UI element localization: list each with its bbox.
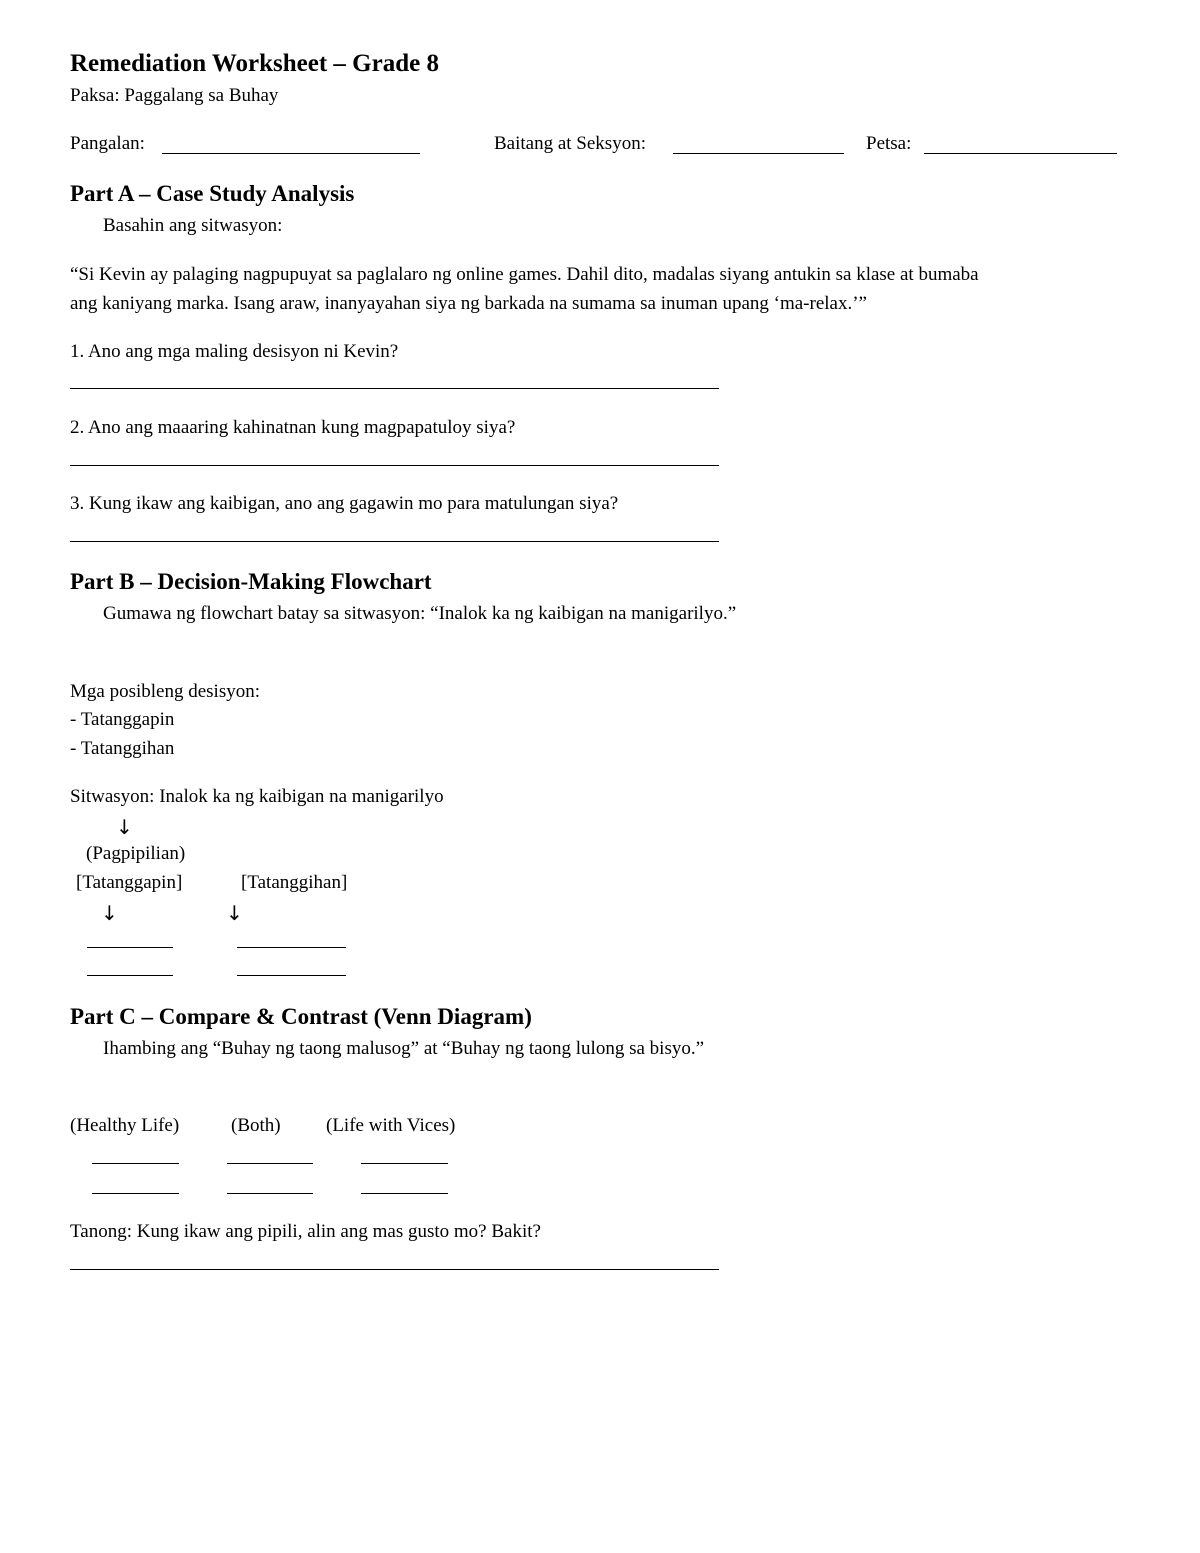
venn-column-vices: (Life with Vices) <box>326 1115 456 1136</box>
question-1: 1. Ano ang mga maling desisyon ni Kevin? <box>70 341 399 362</box>
venn-blank-vices-2[interactable] <box>361 1193 448 1194</box>
flow-situation: Sitwasyon: Inalok ka ng kaibigan na manigarilyo <box>70 786 444 807</box>
venn-blank-vices-1[interactable] <box>361 1163 448 1164</box>
final-answer-line[interactable] <box>70 1269 719 1270</box>
down-arrow-icon: ↓ <box>101 901 118 925</box>
part-c-instruction: Ihambing ang “Buhay ng taong malusog” at “Buhay ng taong lulong sa bisyo.” <box>103 1038 705 1059</box>
date-label: Petsa: <box>866 133 912 154</box>
flow-option-accept: [Tatanggapin] <box>76 872 183 893</box>
option-refuse: - Tatanggihan <box>70 738 175 759</box>
venn-column-both: (Both) <box>231 1115 281 1136</box>
date-blank[interactable] <box>924 153 1117 154</box>
name-label: Pangalan: <box>70 133 145 154</box>
down-arrow-icon: ↓ <box>116 815 133 839</box>
venn-blank-both-2[interactable] <box>227 1193 313 1194</box>
question-3: 3. Kung ikaw ang kaibigan, ano ang gagawin mo para matulungan siya? <box>70 493 619 514</box>
case-text-line-1: “Si Kevin ay palaging nagpupuyat sa paglalaro ng online games. Dahil dito, madalas siyang antukin sa klase at bumaba <box>70 264 979 285</box>
grade-section-blank[interactable] <box>673 153 844 154</box>
down-arrow-icon: ↓ <box>226 901 243 925</box>
venn-column-healthy: (Healthy Life) <box>70 1115 180 1136</box>
flow-blank-accept-2[interactable] <box>87 975 173 976</box>
part-b-heading: Part B – Decision-Making Flowchart <box>70 569 432 594</box>
case-text-line-2: ang kaniyang marka. Isang araw, inanyayahan siya ng barkada na sumama sa inuman upang ‘ma-relax.’” <box>70 293 867 314</box>
part-b-instruction: Gumawa ng flowchart batay sa sitwasyon: “Inalok ka ng kaibigan na manigarilyo.” <box>103 603 737 624</box>
flow-blank-refuse-1[interactable] <box>237 947 346 948</box>
venn-blank-both-1[interactable] <box>227 1163 313 1164</box>
grade-section-label: Baitang at Seksyon: <box>494 133 646 154</box>
worksheet-title: Remediation Worksheet – Grade 8 <box>70 50 439 77</box>
subject-line: Paksa: Paggalang sa Buhay <box>70 85 279 106</box>
flow-option-refuse: [Tatanggihan] <box>241 872 348 893</box>
question-2: 2. Ano ang maaaring kahinatnan kung magpapatuloy siya? <box>70 417 516 438</box>
part-a-heading: Part A – Case Study Analysis <box>70 181 355 206</box>
options-label: Mga posibleng desisyon: <box>70 681 260 702</box>
option-accept: - Tatanggapin <box>70 709 175 730</box>
flow-choice: (Pagpipilian) <box>86 843 186 864</box>
final-question: Tanong: Kung ikaw ang pipili, alin ang mas gusto mo? Bakit? <box>70 1221 541 1242</box>
part-c-heading: Part C – Compare & Contrast (Venn Diagram) <box>70 1004 532 1029</box>
venn-blank-healthy-2[interactable] <box>92 1193 179 1194</box>
flow-blank-refuse-2[interactable] <box>237 975 346 976</box>
answer-line-2[interactable] <box>70 465 719 466</box>
answer-line-3[interactable] <box>70 541 719 542</box>
venn-blank-healthy-1[interactable] <box>92 1163 179 1164</box>
flow-blank-accept-1[interactable] <box>87 947 173 948</box>
name-blank[interactable] <box>162 153 420 154</box>
answer-line-1[interactable] <box>70 388 719 389</box>
part-a-instruction: Basahin ang sitwasyon: <box>103 215 283 236</box>
